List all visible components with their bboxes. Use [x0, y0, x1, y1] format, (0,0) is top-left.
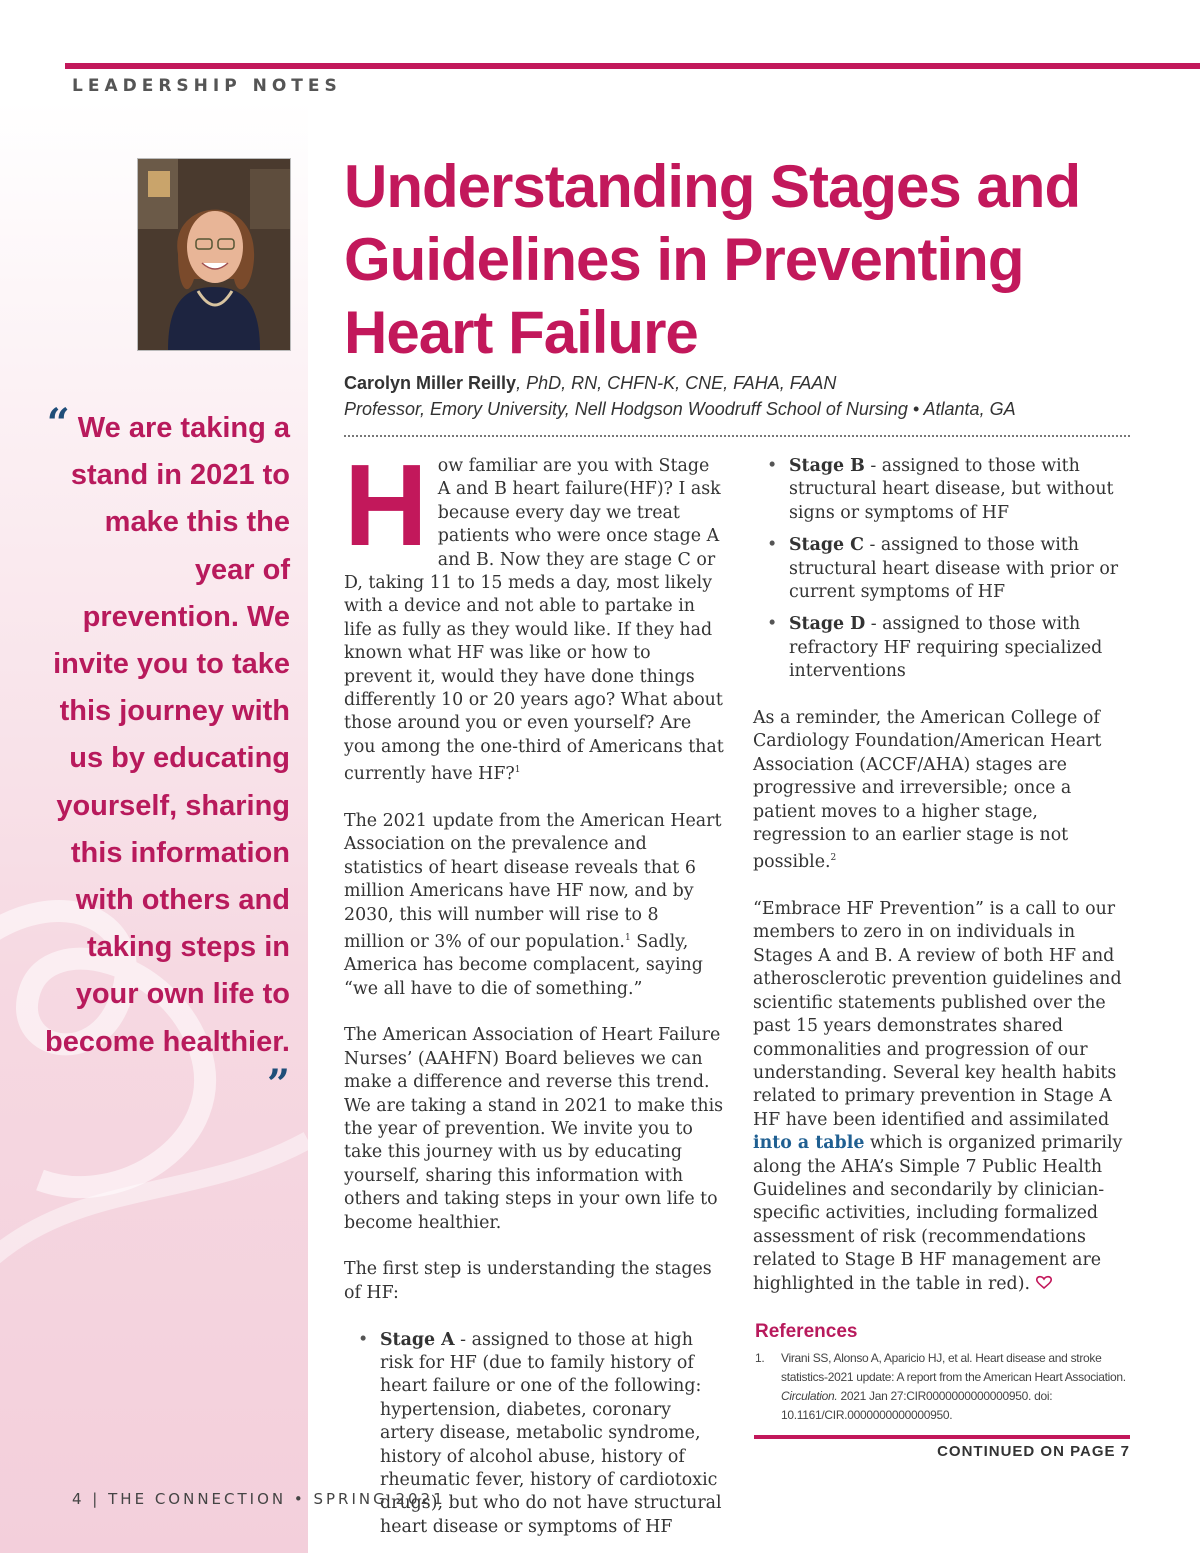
stage-list-bcd [753, 455, 1131, 684]
continued-link[interactable]: CONTINUED ON PAGE 7 [937, 1443, 1130, 1460]
continued-rule [754, 1435, 1130, 1439]
list-item-stage-d: • Stage D - assigned to those with refractory HF requiring specialized interventions [753, 613, 1131, 683]
pull-quote-text: We are taking a stand in 2021 to make this the year of prevention. We invite you to take this journey with us by educating yourself, sharing this information with others and taking steps in your own life to become healthier. [45, 412, 290, 1058]
header-rule [65, 63, 1200, 69]
article-column-right [753, 455, 1131, 1425]
author-byline [344, 370, 1164, 422]
page-footer: 4 | THE CONNECTION • SPRING 2021 [72, 1490, 446, 1508]
author-name: Carolyn Miller Reilly [344, 373, 517, 393]
aahfn-paragraph: The American Association of Heart Failure Nurses’ (AAHFN) Board believes we can make a difference and reverse this trend. We are taking a stand in 2021 to make this the year of prevention. We invite you to take this journey with us by educating yourself, sharing this information with others and taking steps in your own life to become healthier. [344, 1025, 724, 1233]
reference-item: 1. Virani SS, Alonso A, Aparicio HJ, et al. Heart disease and stroke statistics-2021 update: A report from the American Heart Association. Circulation. 2021 Jan 27:CIR0000000000000950. doi: 10.1161/CIR.0000000000000950. [755, 1350, 1126, 1422]
section-label: LEADERSHIP NOTES [72, 76, 342, 96]
list-item-stage-c: • Stage C - assigned to those with structural heart disease with prior or current symptoms of HF [753, 534, 1131, 604]
author-affiliation: Professor, Emory University, Nell Hodgson Woodruff School of Nursing • Atlanta, GA [344, 399, 1016, 419]
first-step-paragraph: The first step is understanding the stages of HF: [344, 1259, 712, 1303]
open-quote-icon: “ [46, 400, 70, 447]
references-heading: References [755, 1320, 858, 1342]
embrace-paragraph: “Embrace HF Prevention” is a call to our members to zero in on individuals in Stages A and B. A review of both HF and atherosclerotic prevention guidelines and scientific statements published over the past 15 years demonstrates shared commonalities and progression of our understanding. Several key health habits related to primary prevention in Stage A HF have been identified and assimilated into a table which is organized primarily along the AHA’s Simple 7 Public Health Guidelines and secondarily by clinician-specific activities, including formalized assessment of risk (recommendations related to Stage B HF management are highlighted in the table in red). [753, 898, 1131, 1296]
intro-paragraph: How familiar are you with Stage A and B heart failure(HF)? I ask because every day we treat patients who were once stage A and B. Now they are stage C or D, taking 11 to 15 meds a day, most likely with a device and not able to partake in life as fully as they would like. If they had known what HF was like or how to prevent it, would they have done things differently 10 or 20 years ago? What about those around you or even yourself? Are you among the one-third of Americans that currently have HF?$^1$ [344, 440, 724, 785]
drop-cap: H [344, 440, 428, 570]
author-photo [137, 158, 291, 351]
dotted-divider [344, 435, 1130, 437]
article-column-left [344, 440, 724, 1563]
into-a-table-link[interactable]: into a table [753, 1133, 865, 1154]
reminder-paragraph: As a reminder, the American College of Cardiology Foundation/American Heart Association (ACCF/AHA) stages are progressive and irreversible; once a patient moves to a higher stage, regression to an earlier stage is not possible.$^2$ [753, 708, 1102, 873]
author-credentials: , PhD, RN, CHFN-K, CNE, FAHA, FAAN [516, 373, 837, 393]
heart-icon [1036, 1273, 1052, 1296]
article-title: Understanding Stages and Guidelines in Preventing Heart Failure [344, 153, 1081, 366]
pull-quote [40, 400, 290, 1113]
statistics-paragraph: The 2021 update from the American Heart Association on the prevalence and statistics of heart disease reveals that 6 million Americans have HF now, and by 2030, this will number will rise to 8 million or 3% of our population.$^1$ Sadly, America has become complacent, saying “we all have to die of something.” [344, 810, 722, 999]
close-quote-icon: ” [266, 1060, 290, 1108]
list-item-stage-a: • Stage A - assigned to those at high risk for HF (due to family history of heart failure or one of the following: hypertension, diabetes, coronary artery disease, metabolic syndrome, history of alcohol abuse, history of rheumatic fever, history of cardiotoxic drugs), but who do not have structural heart disease or symptoms of HF [344, 1329, 724, 1540]
list-item-stage-b: • Stage B - assigned to those with structural heart disease, but without signs or symptoms of HF [753, 455, 1131, 525]
